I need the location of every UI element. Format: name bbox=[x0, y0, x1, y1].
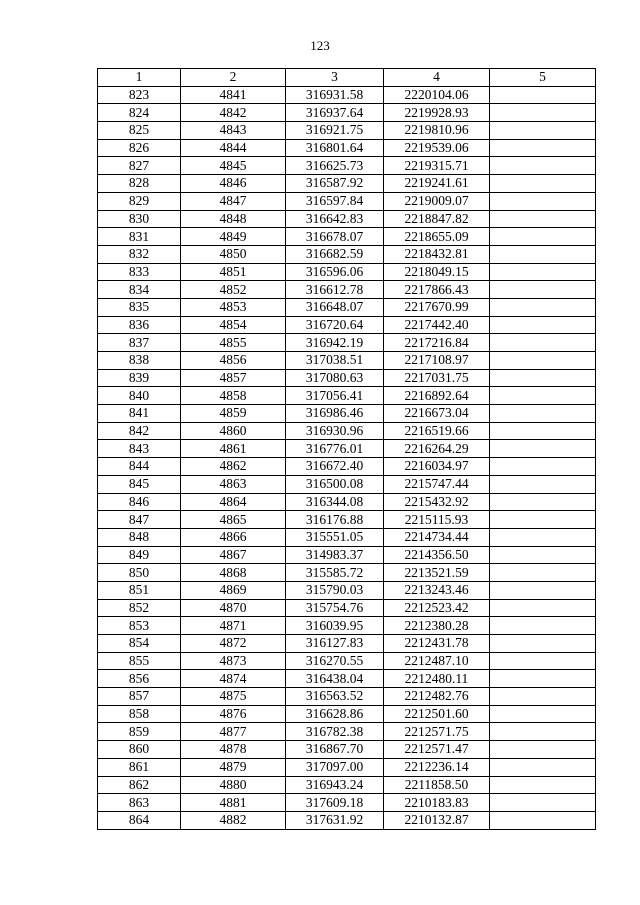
table-cell: 316500.08 bbox=[286, 475, 384, 493]
table-cell: 836 bbox=[98, 316, 181, 334]
table-cell: 4859 bbox=[181, 405, 286, 423]
table-cell: 2218847.82 bbox=[384, 210, 490, 228]
table-cell bbox=[490, 139, 596, 157]
table-cell: 4874 bbox=[181, 670, 286, 688]
table-cell: 860 bbox=[98, 741, 181, 759]
table-row bbox=[98, 405, 596, 423]
table-cell: 315551.05 bbox=[286, 528, 384, 546]
table-cell: 861 bbox=[98, 758, 181, 776]
table-cell: 846 bbox=[98, 493, 181, 511]
table-row bbox=[98, 723, 596, 741]
table-row bbox=[98, 334, 596, 352]
table-cell: 823 bbox=[98, 86, 181, 104]
table-cell: 4860 bbox=[181, 422, 286, 440]
table-cell bbox=[490, 546, 596, 564]
table-cell bbox=[490, 422, 596, 440]
column-header: 2 bbox=[181, 69, 286, 87]
table-header-row bbox=[98, 69, 596, 87]
table-row bbox=[98, 528, 596, 546]
table-row bbox=[98, 458, 596, 476]
table-cell: 2212501.60 bbox=[384, 705, 490, 723]
table-cell: 2212480.11 bbox=[384, 670, 490, 688]
page-number: 123 bbox=[310, 38, 330, 53]
table-cell bbox=[490, 228, 596, 246]
table-row bbox=[98, 86, 596, 104]
table-cell: 2214734.44 bbox=[384, 528, 490, 546]
column-header: 5 bbox=[490, 69, 596, 87]
table-cell: 2213521.59 bbox=[384, 564, 490, 582]
table-row bbox=[98, 758, 596, 776]
coordinates-table bbox=[97, 68, 596, 830]
table-cell: 825 bbox=[98, 122, 181, 140]
table-row bbox=[98, 245, 596, 263]
table-cell bbox=[490, 104, 596, 122]
table-row bbox=[98, 776, 596, 794]
table-cell: 2218432.81 bbox=[384, 245, 490, 263]
table-cell: 316625.73 bbox=[286, 157, 384, 175]
table-body bbox=[98, 86, 596, 829]
table-cell bbox=[490, 670, 596, 688]
table-cell: 317056.41 bbox=[286, 387, 384, 405]
table-cell: 2215115.93 bbox=[384, 511, 490, 529]
table-cell: 856 bbox=[98, 670, 181, 688]
table-cell: 316563.52 bbox=[286, 688, 384, 706]
table-cell: 316943.24 bbox=[286, 776, 384, 794]
table-cell: 316678.07 bbox=[286, 228, 384, 246]
table-cell bbox=[490, 210, 596, 228]
table-row bbox=[98, 670, 596, 688]
table-cell bbox=[490, 122, 596, 140]
table-cell: 4861 bbox=[181, 440, 286, 458]
table-row bbox=[98, 635, 596, 653]
table-cell bbox=[490, 157, 596, 175]
table-cell: 4855 bbox=[181, 334, 286, 352]
table-row bbox=[98, 281, 596, 299]
table-cell: 852 bbox=[98, 599, 181, 617]
table-cell: 316127.83 bbox=[286, 635, 384, 653]
table-cell: 2212482.76 bbox=[384, 688, 490, 706]
table-cell bbox=[490, 440, 596, 458]
table-cell: 2216673.04 bbox=[384, 405, 490, 423]
table-cell: 317609.18 bbox=[286, 794, 384, 812]
table-cell: 2216519.66 bbox=[384, 422, 490, 440]
table-cell: 4872 bbox=[181, 635, 286, 653]
table-cell: 4881 bbox=[181, 794, 286, 812]
table-cell: 862 bbox=[98, 776, 181, 794]
table-cell: 842 bbox=[98, 422, 181, 440]
table-cell: 316776.01 bbox=[286, 440, 384, 458]
table-row bbox=[98, 794, 596, 812]
table-row bbox=[98, 175, 596, 193]
table-cell: 864 bbox=[98, 811, 181, 829]
table-row bbox=[98, 192, 596, 210]
table-cell: 2212380.28 bbox=[384, 617, 490, 635]
table-cell: 832 bbox=[98, 245, 181, 263]
table-cell bbox=[490, 723, 596, 741]
table-cell: 2215747.44 bbox=[384, 475, 490, 493]
table-cell: 831 bbox=[98, 228, 181, 246]
table-cell bbox=[490, 581, 596, 599]
table-cell: 2219539.06 bbox=[384, 139, 490, 157]
table-row bbox=[98, 741, 596, 759]
table-cell bbox=[490, 599, 596, 617]
table-cell: 4850 bbox=[181, 245, 286, 263]
table-cell: 2219315.71 bbox=[384, 157, 490, 175]
table-cell bbox=[490, 86, 596, 104]
table-cell bbox=[490, 493, 596, 511]
table-cell: 850 bbox=[98, 564, 181, 582]
column-header: 1 bbox=[98, 69, 181, 87]
table-cell: 843 bbox=[98, 440, 181, 458]
table-cell bbox=[490, 175, 596, 193]
table-cell bbox=[490, 528, 596, 546]
table-cell bbox=[490, 263, 596, 281]
table-cell: 4873 bbox=[181, 652, 286, 670]
table-row bbox=[98, 688, 596, 706]
table-cell: 2217442.40 bbox=[384, 316, 490, 334]
table-row bbox=[98, 157, 596, 175]
table-cell: 4871 bbox=[181, 617, 286, 635]
table-cell: 4875 bbox=[181, 688, 286, 706]
table-row bbox=[98, 564, 596, 582]
table-cell: 2210183.83 bbox=[384, 794, 490, 812]
table-cell: 4842 bbox=[181, 104, 286, 122]
table-cell: 855 bbox=[98, 652, 181, 670]
table-row bbox=[98, 369, 596, 387]
table-cell: 2217670.99 bbox=[384, 298, 490, 316]
table-cell bbox=[490, 617, 596, 635]
table-cell: 4864 bbox=[181, 493, 286, 511]
table-cell: 4856 bbox=[181, 352, 286, 370]
table-cell: 317038.51 bbox=[286, 352, 384, 370]
table-cell: 2216892.64 bbox=[384, 387, 490, 405]
table-cell: 853 bbox=[98, 617, 181, 635]
table-cell bbox=[490, 475, 596, 493]
table-cell: 2219009.07 bbox=[384, 192, 490, 210]
table-cell: 2217866.43 bbox=[384, 281, 490, 299]
table-cell: 828 bbox=[98, 175, 181, 193]
table-cell: 2217031.75 bbox=[384, 369, 490, 387]
table-cell: 317097.00 bbox=[286, 758, 384, 776]
table-cell: 316801.64 bbox=[286, 139, 384, 157]
table-cell: 316344.08 bbox=[286, 493, 384, 511]
table-cell: 2212571.47 bbox=[384, 741, 490, 759]
table-cell bbox=[490, 688, 596, 706]
table-cell: 2212431.78 bbox=[384, 635, 490, 653]
table-cell: 2219810.96 bbox=[384, 122, 490, 140]
table-cell: 826 bbox=[98, 139, 181, 157]
table-cell: 2211858.50 bbox=[384, 776, 490, 794]
table-cell: 316921.75 bbox=[286, 122, 384, 140]
table-cell: 2212571.75 bbox=[384, 723, 490, 741]
table-cell: 824 bbox=[98, 104, 181, 122]
table-cell: 2218655.09 bbox=[384, 228, 490, 246]
table-cell: 848 bbox=[98, 528, 181, 546]
table-row bbox=[98, 475, 596, 493]
table-cell: 316720.64 bbox=[286, 316, 384, 334]
table-cell bbox=[490, 245, 596, 263]
table-cell: 316176.88 bbox=[286, 511, 384, 529]
table-cell: 2212236.14 bbox=[384, 758, 490, 776]
table-cell: 839 bbox=[98, 369, 181, 387]
table-cell: 4879 bbox=[181, 758, 286, 776]
table-cell bbox=[490, 635, 596, 653]
table-cell bbox=[490, 369, 596, 387]
table-row bbox=[98, 316, 596, 334]
table-cell: 4847 bbox=[181, 192, 286, 210]
table-row bbox=[98, 263, 596, 281]
table-cell: 851 bbox=[98, 581, 181, 599]
table-cell: 4852 bbox=[181, 281, 286, 299]
table-cell: 2215432.92 bbox=[384, 493, 490, 511]
table-cell: 2216264.29 bbox=[384, 440, 490, 458]
table-cell: 4878 bbox=[181, 741, 286, 759]
table-cell: 4846 bbox=[181, 175, 286, 193]
table-cell: 838 bbox=[98, 352, 181, 370]
table-cell: 317631.92 bbox=[286, 811, 384, 829]
table-cell bbox=[490, 458, 596, 476]
table-cell: 841 bbox=[98, 405, 181, 423]
table-cell: 316867.70 bbox=[286, 741, 384, 759]
table-row bbox=[98, 811, 596, 829]
table-cell: 844 bbox=[98, 458, 181, 476]
table-row bbox=[98, 228, 596, 246]
table-row bbox=[98, 705, 596, 723]
table-cell: 4857 bbox=[181, 369, 286, 387]
table-cell: 2217108.97 bbox=[384, 352, 490, 370]
table-cell bbox=[490, 192, 596, 210]
table-cell: 316986.46 bbox=[286, 405, 384, 423]
table-cell: 847 bbox=[98, 511, 181, 529]
table-cell: 316682.59 bbox=[286, 245, 384, 263]
table-cell: 315754.76 bbox=[286, 599, 384, 617]
table-cell: 2214356.50 bbox=[384, 546, 490, 564]
table-cell: 2212487.10 bbox=[384, 652, 490, 670]
table-cell bbox=[490, 758, 596, 776]
table-cell: 316039.95 bbox=[286, 617, 384, 635]
table-cell: 2217216.84 bbox=[384, 334, 490, 352]
table-row bbox=[98, 599, 596, 617]
table-cell: 4870 bbox=[181, 599, 286, 617]
table-cell: 863 bbox=[98, 794, 181, 812]
table-cell bbox=[490, 741, 596, 759]
table-row bbox=[98, 546, 596, 564]
table-cell: 4854 bbox=[181, 316, 286, 334]
table-cell: 4865 bbox=[181, 511, 286, 529]
table-row bbox=[98, 122, 596, 140]
table-cell: 4851 bbox=[181, 263, 286, 281]
table-cell: 316942.19 bbox=[286, 334, 384, 352]
table-cell: 316937.64 bbox=[286, 104, 384, 122]
table-cell: 2219928.93 bbox=[384, 104, 490, 122]
table-cell: 859 bbox=[98, 723, 181, 741]
table-cell: 849 bbox=[98, 546, 181, 564]
table-cell: 829 bbox=[98, 192, 181, 210]
table-cell: 827 bbox=[98, 157, 181, 175]
table-cell: 857 bbox=[98, 688, 181, 706]
table-cell bbox=[490, 511, 596, 529]
table-cell: 854 bbox=[98, 635, 181, 653]
table-cell: 4876 bbox=[181, 705, 286, 723]
table-row bbox=[98, 104, 596, 122]
table-row bbox=[98, 581, 596, 599]
table-row bbox=[98, 652, 596, 670]
table-cell: 4841 bbox=[181, 86, 286, 104]
table-row bbox=[98, 440, 596, 458]
table-cell bbox=[490, 298, 596, 316]
table-cell: 834 bbox=[98, 281, 181, 299]
table-row bbox=[98, 210, 596, 228]
table-cell: 4880 bbox=[181, 776, 286, 794]
table-cell: 314983.37 bbox=[286, 546, 384, 564]
table-row bbox=[98, 298, 596, 316]
table-cell: 315585.72 bbox=[286, 564, 384, 582]
table-cell: 4853 bbox=[181, 298, 286, 316]
table-cell: 316597.84 bbox=[286, 192, 384, 210]
table-cell: 2216034.97 bbox=[384, 458, 490, 476]
table-cell: 858 bbox=[98, 705, 181, 723]
table-cell: 316930.96 bbox=[286, 422, 384, 440]
table-cell bbox=[490, 811, 596, 829]
table-cell bbox=[490, 794, 596, 812]
table-cell: 4863 bbox=[181, 475, 286, 493]
table-row bbox=[98, 387, 596, 405]
table-cell: 2212523.42 bbox=[384, 599, 490, 617]
table-cell: 837 bbox=[98, 334, 181, 352]
table-cell: 4877 bbox=[181, 723, 286, 741]
table-cell bbox=[490, 281, 596, 299]
table-cell bbox=[490, 334, 596, 352]
table-cell: 316628.86 bbox=[286, 705, 384, 723]
table-cell: 4868 bbox=[181, 564, 286, 582]
table-cell: 2220104.06 bbox=[384, 86, 490, 104]
table-row bbox=[98, 139, 596, 157]
table-cell: 4862 bbox=[181, 458, 286, 476]
table-cell: 4845 bbox=[181, 157, 286, 175]
table-cell: 316438.04 bbox=[286, 670, 384, 688]
table-cell bbox=[490, 405, 596, 423]
table-cell: 316642.83 bbox=[286, 210, 384, 228]
table-cell: 4866 bbox=[181, 528, 286, 546]
table-cell: 316587.92 bbox=[286, 175, 384, 193]
table-cell: 316648.07 bbox=[286, 298, 384, 316]
table-cell: 4858 bbox=[181, 387, 286, 405]
table-row bbox=[98, 352, 596, 370]
table-cell: 845 bbox=[98, 475, 181, 493]
table-cell: 316672.40 bbox=[286, 458, 384, 476]
table-row bbox=[98, 422, 596, 440]
table-cell bbox=[490, 316, 596, 334]
table-row bbox=[98, 511, 596, 529]
table-cell: 2218049.15 bbox=[384, 263, 490, 281]
table-row bbox=[98, 617, 596, 635]
table-cell bbox=[490, 352, 596, 370]
table-cell bbox=[490, 387, 596, 405]
table-cell: 2210132.87 bbox=[384, 811, 490, 829]
table-cell: 4882 bbox=[181, 811, 286, 829]
table-cell: 840 bbox=[98, 387, 181, 405]
table-cell: 4869 bbox=[181, 581, 286, 599]
table-cell bbox=[490, 705, 596, 723]
table-cell: 835 bbox=[98, 298, 181, 316]
table-cell: 316931.58 bbox=[286, 86, 384, 104]
table-cell: 830 bbox=[98, 210, 181, 228]
table-cell: 4867 bbox=[181, 546, 286, 564]
table-cell: 4848 bbox=[181, 210, 286, 228]
table-cell: 317080.63 bbox=[286, 369, 384, 387]
table-cell: 4849 bbox=[181, 228, 286, 246]
table-cell: 315790.03 bbox=[286, 581, 384, 599]
column-header: 3 bbox=[286, 69, 384, 87]
table-cell: 316782.38 bbox=[286, 723, 384, 741]
table-cell: 2219241.61 bbox=[384, 175, 490, 193]
table-cell bbox=[490, 652, 596, 670]
table-cell bbox=[490, 776, 596, 794]
table-row bbox=[98, 493, 596, 511]
table-cell: 2213243.46 bbox=[384, 581, 490, 599]
table-cell: 4843 bbox=[181, 122, 286, 140]
table-cell bbox=[490, 564, 596, 582]
table-cell: 833 bbox=[98, 263, 181, 281]
table-cell: 316612.78 bbox=[286, 281, 384, 299]
table-cell: 316270.55 bbox=[286, 652, 384, 670]
table-cell: 4844 bbox=[181, 139, 286, 157]
column-header: 4 bbox=[384, 69, 490, 87]
table-cell: 316596.06 bbox=[286, 263, 384, 281]
